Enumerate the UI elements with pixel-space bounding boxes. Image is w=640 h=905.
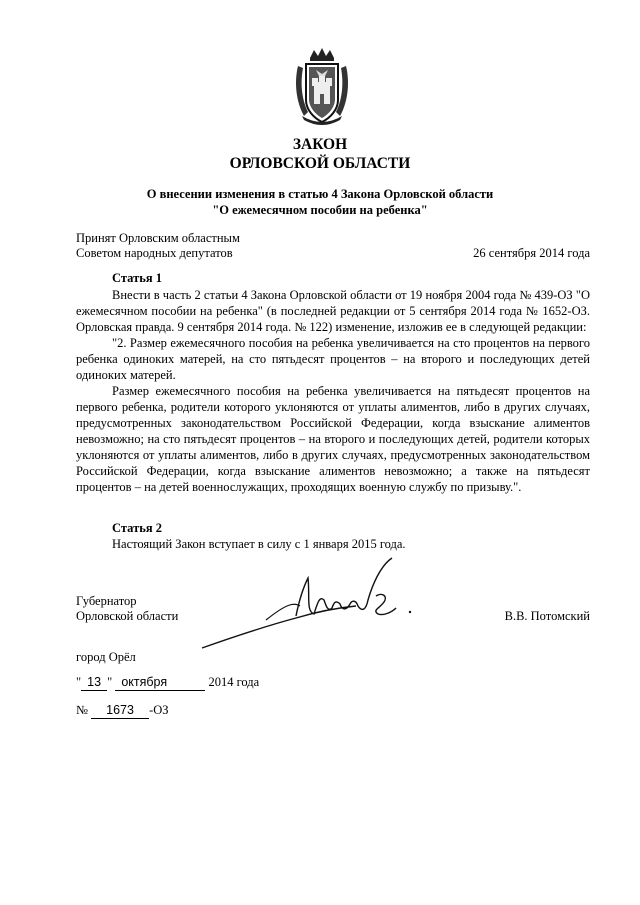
number-value: 1673 [91, 703, 149, 719]
number-suffix: -ОЗ [149, 703, 169, 717]
date-year: 2014 года [208, 675, 260, 689]
article1-paragraph3: Размер ежемесячного пособия на ребенка увеличивается на пятьдесят процентов на первого ребенка, родители которого уклоняются от уплаты алиментов, либо в других случаях, предусмотренных законодательством Российской Федерации, когда взыскание алиментов невозможно; на сто пятьдесят процентов – на второго и последующих детей, родители которых уклоняются от уплаты алиментов, либо в других случаях, предусмотренных законодательством Российской Федерации, когда взыскание алиментов невозможно; а также на пятьдесят процентов – на детей военнослужащих, проходящих военную службу по призыву.". [76, 384, 590, 494]
law-number [76, 703, 276, 719]
adoption-date: 26 сентября 2014 года [473, 246, 590, 260]
law-subtitle-line2: "О ежемесячном пособии на ребенка" [212, 203, 428, 217]
article1-body [76, 287, 590, 495]
coat-of-arms-icon [294, 48, 350, 126]
law-subtitle-line1: О внесении изменения в статью 4 Закона Орловской области [146, 187, 494, 201]
article2-paragraph1: Настоящий Закон вступает в силу с 1 января 2015 года. [112, 537, 406, 551]
city-name: город Орёл [76, 650, 136, 664]
handwritten-signature-icon [196, 556, 416, 652]
signing-date [76, 675, 336, 691]
number-prefix: № [76, 703, 88, 717]
date-quote-close: " [107, 675, 113, 689]
governor-title-line1: Губернатор [76, 594, 137, 608]
law-title-line1: ЗАКОН [292, 136, 348, 153]
date-quote-open: " [76, 675, 82, 689]
article1-paragraph1: Внести в часть 2 статьи 4 Закона Орловской области от 19 ноября 2004 года № 439-ОЗ "О ежемесячном пособии на ребенка" (в последней редакции от 5 сентября 2014 года № 1652-ОЗ. Орловская правда. 9 сентября 2014 года. № 122) изменение, изложив ее в следующей редакции: [76, 288, 590, 334]
governor-name: В.В. Потомский [504, 609, 590, 623]
article1-heading: Статья 1 [112, 271, 162, 285]
date-day: 13 [81, 675, 107, 691]
law-title-line2: ОРЛОВСКОЙ ОБЛАСТИ [229, 155, 411, 172]
date-month: октября [115, 675, 205, 691]
governor-title-line2: Орловской области [76, 609, 179, 623]
adoption-line1: Принят Орловским областным [76, 231, 240, 245]
adoption-line2: Советом народных депутатов [76, 246, 233, 260]
article2-heading: Статья 2 [112, 521, 162, 535]
article1-paragraph2: "2. Размер ежемесячного пособия на ребенка увеличивается на сто процентов на первого ребенка одиноких матерей, на сто пятьдесят процентов – на второго и последующих детей одиноких матерей. [76, 336, 590, 382]
